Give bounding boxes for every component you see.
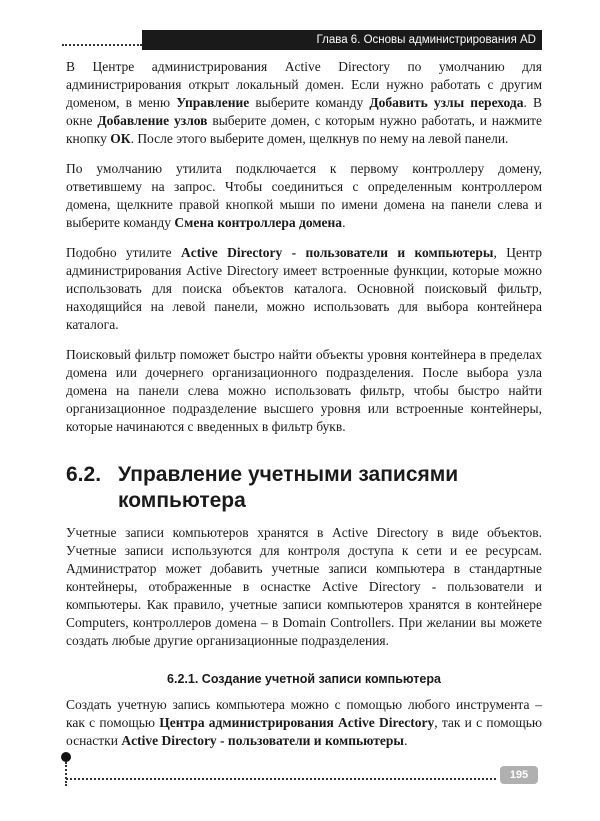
text-run: Поисковый фильтр поможет быстро найти объекты уровня контейнера в пределах домена или дочернего организационного подразделения. После выбора узла домена на панели слева можно использовать фильтр, чтобы быстро найти организационное подразделение высшего уровня или встроенные контейнеры, которые начинаются с введенных в фильтр букв. [66,347,542,434]
text-run: выберите домен, с которым нужно работать, и нажмите кнопку [66,113,543,146]
intro-paragraphs [66,58,542,436]
bold-term: Добавить узлы перехода [369,95,524,110]
text-run: . После этого выберите домен, щелкнув по нему на левой панели. [130,131,509,146]
bold-term: Active Directory - пользователи и компьютеры [181,245,494,260]
text-run: , так и с помощью оснастки [66,715,543,748]
text-run: Учетные записи компьютеров хранятся в Active Directory в виде объектов. Учетные записи используются для контроля доступа к сети и ее ресурсам. Администратор может добавить учетные записи компьютера в стандартные контейнеры, отображенные в оснастке Active Directory - пользователи и компьютеры. Как правило, учетные записи компьютеров хранятся в контейнере Computers, контроллеров домена – в Domain Controllers. При желании вы можете создать любые другие организационные подразделения. [66,525,542,648]
text-run: По умолчанию утилита подключается к первому контроллеру домену, ответившему на запрос. Чтобы соединиться с определенным контроллером домена, щелкните правой кнопкой мыши по имени домена на панели слева и выберите команду [66,161,542,230]
bold-term: ОК [110,131,131,146]
chapter-title: Глава 6. Основы администрирования AD [316,34,536,46]
footer-bullet-dot [61,752,71,762]
text-run: В Центре администрирования Active Directory по умолчанию для администрирования открыт локальный домен. Если нужно работать с другим доменом, в меню [66,59,542,110]
footer-dotted-rule [66,778,496,780]
header-dotted-rule [62,44,142,46]
running-header [142,30,542,50]
paragraph [66,58,542,148]
text-run: . [342,215,346,230]
subsection-paragraphs [66,696,542,750]
section-heading-line1 [66,462,542,488]
text-run: , Центр администрирования Active Directory имеет встроенные функции, которые можно использовать для поиска объектов каталога. Основной поисковый фильтр, находящийся на левой панели, можно использовать для выбора контейнера каталога. [66,245,542,332]
footer-dotted-stem [65,762,67,786]
text-run: . В окне [66,95,542,128]
paragraph [66,346,542,436]
text-run: . [403,733,408,748]
paragraph [66,524,542,650]
bold-term: Active Directory - пользователи и компьютеры [121,733,404,748]
bold-term: Управление [176,95,250,110]
section-title-line1: Управление учетными записями [118,463,459,486]
subsection-heading: 6.2.1. Создание учетной записи компьютера [167,672,441,686]
bold-term: Центра администрирования Active Directory [159,715,435,730]
paragraph [66,160,542,232]
paragraph [66,696,542,750]
text-run: Подобно утилите [66,245,181,260]
section-title-line2: компьютера [118,489,246,512]
paragraph [66,244,542,334]
page-number: 195 [500,766,538,784]
text-run: Создать учетную запись компьютера можно с помощью любого инструмента – как с помощью [66,697,542,730]
section-heading [66,462,542,514]
bold-term: Смена контроллера домена [174,215,343,230]
text-run: выберите команду [249,95,370,110]
bold-term: Добавление узлов [97,113,208,128]
page-content [66,58,542,762]
section-number: 6.2. [66,463,102,486]
section-paragraphs [66,524,542,650]
